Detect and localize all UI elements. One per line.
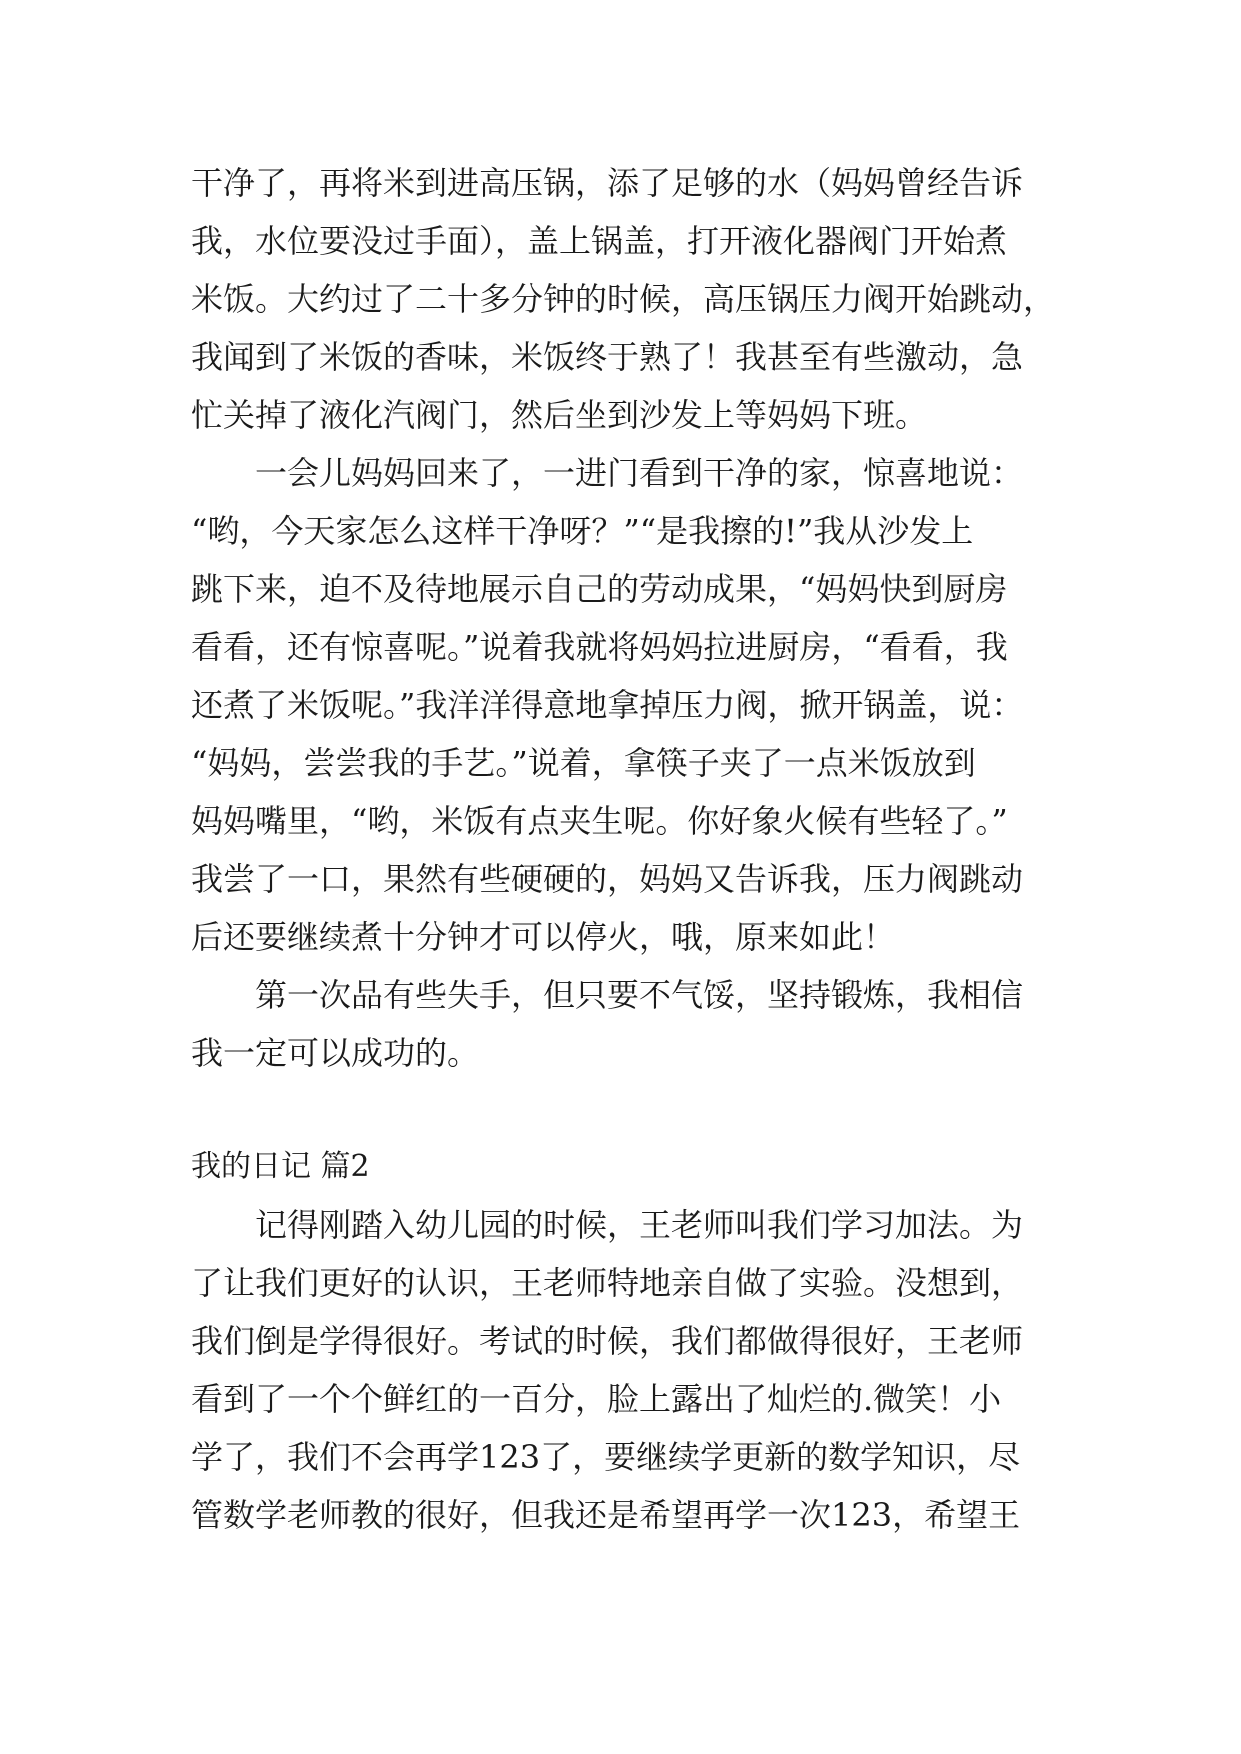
body-line: 我们倒是学得很好。考试的时候，我们都做得很好，王老师 <box>191 1322 1024 1360</box>
paragraph-start-line: 记得刚踏入幼儿园的时候，王老师叫我们学习加法。为 <box>255 1206 1024 1244</box>
body-line: 还煮了米饭呢。”我洋洋得意地拿掉压力阀，掀开锅盖，说： <box>191 686 1024 724</box>
body-line: “妈妈，尝尝我的手艺。”说着，拿筷子夹了一点米饭放到 <box>191 744 976 782</box>
body-line: 我一定可以成功的。 <box>191 1034 480 1072</box>
paragraph-start-line: 一会儿妈妈回来了，一进门看到干净的家，惊喜地说： <box>255 454 1024 492</box>
body-line: 跳下来，迫不及待地展示自己的劳动成果，“妈妈快到厨房 <box>191 570 1008 608</box>
paragraph-start-line: 第一次品有些失手，但只要不气馁，坚持锻炼，我相信 <box>255 976 1024 1014</box>
body-line: 忙关掉了液化汽阀门，然后坐到沙发上等妈妈下班。 <box>191 396 928 434</box>
body-line: 看看，还有惊喜呢。”说着我就将妈妈拉进厨房，“看看，我 <box>191 628 1008 666</box>
body-line: 我闻到了米饭的香味，米饭终于熟了！我甚至有些激动，急 <box>191 338 1024 376</box>
body-line: 妈妈嘴里，“哟，米饭有点夹生呢。你好象火候有些轻了。” <box>191 802 1008 840</box>
section-heading: 我的日记 篇2 <box>191 1149 370 1184</box>
body-line: 管数学老师教的很好，但我还是希望再学一次123，希望王 <box>191 1496 1021 1534</box>
body-line: “哟，今天家怎么这样干净呀？”“是我擦的!”我从沙发上 <box>191 512 974 550</box>
body-line: 学了，我们不会再学123了，要继续学更新的数学知识，尽 <box>191 1438 1021 1476</box>
body-line: 我，水位要没过手面），盖上锅盖，打开液化器阀门开始煮 <box>191 222 1008 260</box>
body-line: 看到了一个个鲜红的一百分，脸上露出了灿烂的.微笑！小 <box>191 1380 1002 1418</box>
body-line: 米饭。大约过了二十多分钟的时候，高压锅压力阀开始跳动， <box>191 280 1056 318</box>
body-line: 了让我们更好的认识，王老师特地亲自做了实验。没想到， <box>191 1264 1024 1302</box>
body-line: 我尝了一口，果然有些硬硬的，妈妈又告诉我，压力阀跳动 <box>191 860 1024 898</box>
body-line: 后还要继续煮十分钟才可以停火，哦，原来如此！ <box>191 918 896 956</box>
body-line: 干净了，再将米到进高压锅，添了足够的水（妈妈曾经告诉 <box>191 164 1024 202</box>
